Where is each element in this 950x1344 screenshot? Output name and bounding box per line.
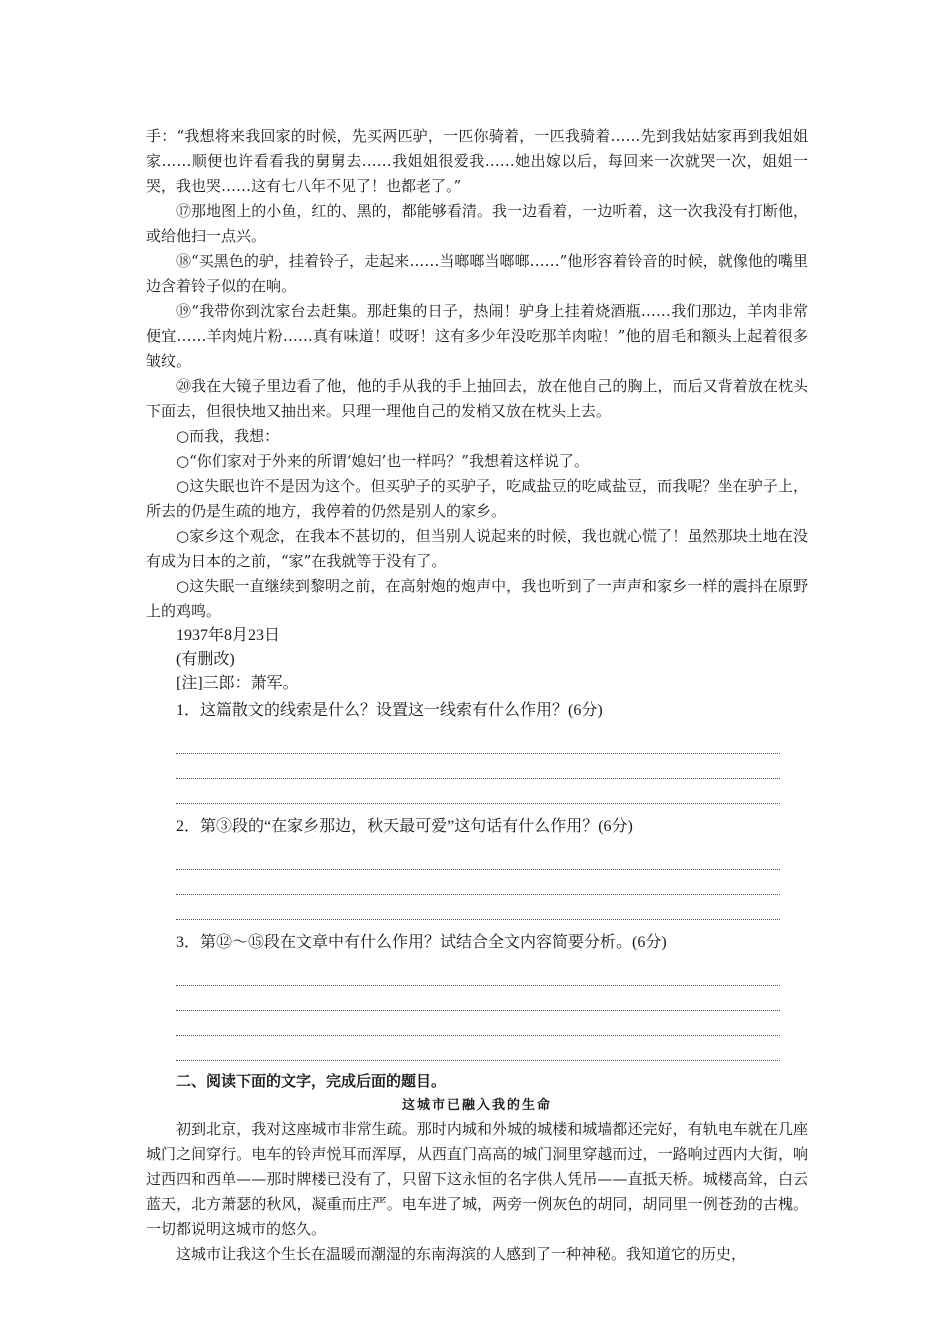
page-content — [146, 124, 808, 1267]
answer-line — [176, 779, 780, 804]
question-3: 3．第⑫～⑮段在文章中有什么作用？试结合全文内容简要分析。(6分) — [176, 934, 667, 951]
answer-line — [176, 961, 780, 986]
answer-line — [176, 870, 780, 895]
article-title: 这城市已融入我的生命 — [401, 1098, 552, 1113]
answer-line — [176, 1011, 780, 1036]
answer-area-1[interactable] — [176, 723, 780, 812]
article-paragraph-2: 这城市让我这个生长在温暖而潮湿的东南海滨的人感到了一种神秘。我知道它的历史， — [176, 1245, 747, 1263]
paragraph-18: ⑱“买黑色的驴，挂着铃子，走起来……当啷啷当啷啷……”他形容着铃音的时候，就像他的嘴里边含着铃子似的在响。 — [146, 252, 808, 295]
paragraph-23: ○这失眠也许不是因为这个。但买驴子的买驴子，吃咸盐豆的吃咸盐豆，而我呢？坐在驴子上，所去的仍是生疏的地方，我停着的仍然是别人的家乡。 — [146, 477, 808, 520]
answer-line — [176, 845, 780, 870]
paragraph-17: ⑰那地图上的小鱼，红的、黑的，都能够看清。我一边看着，一边听着，这一次我没有打断他，或给他扫一点兴。 — [146, 202, 808, 245]
answer-line — [176, 895, 780, 920]
answer-area-2[interactable] — [176, 839, 780, 928]
answer-line — [176, 1036, 780, 1061]
paragraph-25: ○这失眠一直继续到黎明之前，在高射炮的炮声中，我也听到了一声声和家乡一样的震抖在原野上的鸡鸣。 — [146, 577, 808, 620]
section-heading: 二、阅读下面的文字，完成后面的题目。 — [176, 1073, 447, 1090]
answer-area-3[interactable] — [176, 955, 780, 1069]
footnote: [注]三郎：萧军。 — [176, 675, 299, 692]
abridged-note: (有删改) — [176, 651, 235, 668]
paragraph-21: ○而我，我想： — [176, 427, 280, 445]
answer-line — [176, 754, 780, 779]
paragraph-20: ⑳我在大镜子里边看了他，他的手从我的手上抽回去，放在他自己的胸上，而后又背着放在枕头下面去，但很快地又抽出来。只理一理他自己的发梢又放在枕头上去。 — [146, 377, 808, 420]
passage-date: 1937年8月23日 — [176, 627, 281, 644]
answer-line — [176, 729, 780, 754]
paragraph-continuation: 手：“我想将来我回家的时候，先买两匹驴，一匹你骑着，一匹我骑着……先到我姑姑家再到我姐姐家……顺便也许看看我的舅舅去……我姐姐很爱我……她出嫁以后，每回来一次就哭一次，姐姐一哭，我也哭……这有七八年不见了！也都老了。” — [146, 127, 808, 195]
question-2: 2．第③段的“在家乡那边，秋天最可爱”这句话有什么作用？(6分) — [176, 818, 633, 835]
answer-line — [176, 986, 780, 1011]
article-paragraph-1: 初到北京，我对这座城市非常生疏。那时内城和外城的城楼和城墙都还完好，有轨电车就在几座城门之间穿行。电车的铃声悦耳而浑厚，从西直门高高的城门洞里穿越而过，一路响过西内大街，响过西四和西单——那时牌楼已没有了，只留下这永恒的名字供人凭吊——直抵天桥。城楼高耸，白云蓝天，北方萧瑟的秋风，凝重而庄严。电车进了城，两旁一例灰色的胡同，胡同里一例苍劲的古槐。一切都说明这城市的悠久。 — [146, 1120, 808, 1238]
paragraph-19: ⑲“我带你到沈家台去赶集。那赶集的日子，热闹！驴身上挂着烧酒瓶……我们那边，羊肉非常便宜……羊肉炖片粉……真有味道！哎呀！这有多少年没吃那羊肉啦！”他的眉毛和额头上起着很多皱纹。 — [146, 302, 808, 370]
paragraph-22: ○“你们家对于外来的所谓‘媳妇’也一样吗？”我想着这样说了。 — [176, 452, 589, 470]
paragraph-24: ○家乡这个观念，在我本不甚切的，但当别人说起来的时候，我也就心慌了！虽然那块土地在没有成为日本的之前，“家”在我就等于没有了。 — [146, 527, 808, 570]
question-1: 1．这篇散文的线索是什么？设置这一线索有什么作用？(6分) — [176, 702, 603, 719]
